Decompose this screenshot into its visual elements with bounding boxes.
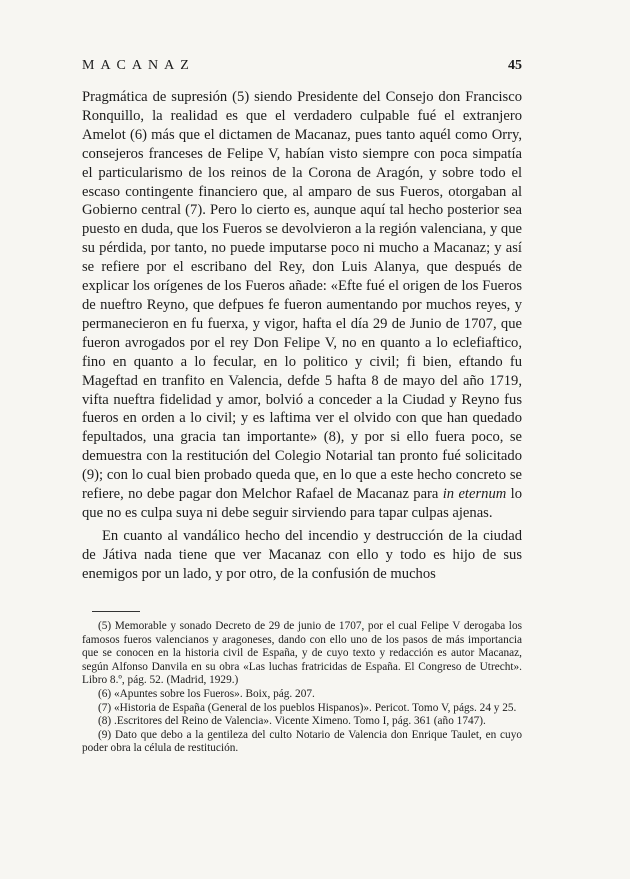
paragraph-text: Pragmática de supresión (5) siendo Presidente del Consejo don Francisco Ronquillo, la realidad es que el verdadero culpable fué el extranjero Amelot (6) más que el dictamen de Macanaz, pues tanto aquél como Orry, consejeros franceses de Felipe V, habían visto siempre con poca simpatía el particularismo de los reinos de la Corona de Aragón, y sobre todo el escaso contingente financiero que, al amparo de sus Fueros, otorgaban al Gobierno central (7). Pero lo cierto es, aunque aquí tal hecho posterior sea puesto en duda, que los Fueros se devolvieron a la región valenciana, y que su pérdida, por tanto, no puede imputarse poco ni mucho a Macanaz; y así se refiere por el escribano del Rey, don Luis Alanya, que después de explicar los orígenes de los Fueros añade: «Efte fué el origen de los Fueros de nueftro Reyno, que defpues fe fueron aumentando por muchos reyes, y permanecieron en fu fuerxa, y vigor, hafta el día 29 de Junio de 1707, que fueron avrogados por el rey Don Felipe V, no en quanto a lo eclefiaftico, fino en quanto a lo fecular, en lo politico y civil; fi bien, eftando fu Mageftad en tranfito en Valencia, defde 5 hafta 8 de mayo del año 1719, vifta nueftra fidelidad y amor, bolvió a conceder a la Ciudad y Reyno fus fueros en orden a lo civil; y es laftima ver el olvido con que han quedado fepultados, una gracia tan importante» (8), y por si ello fuera poco, se demuestra con la restitución del Colegio Notarial tan pronto fué solicitado (9); con lo cual bien probado queda que, en lo que a este hecho concreto se refiere, no debe pagar don Melchor Rafael de Macanaz para [82,89,522,503]
footnote: (7) «Historia de España (General de los pueblos Hispanos)». Pericot. Tomo V, págs. 24 y 25. [98,701,517,714]
body-paragraph: En cuanto al vandálico hecho del incendio y destrucción de la ciudad de Játiva nada tiene que ver Macanaz con ello y todo es hijo de sus enemigos por un lado, y por otro, de la confusión de muchos [82,527,522,582]
body-text [82,88,522,584]
footnote: (5) Memorable y sonado Decreto de 29 de junio de 1707, por el cual Felipe V derogaba los famosos fueros valencianos y aragoneses, dando con ello uno de los pasos de más importancia que se conocen en la historia civil de España, y de cuyo texto y redacción es autor Macanaz, según Alfonso Danvila en su obra «Las luchas fratricidas de España. El Congreso de Utrecht». Libro 8.º, pág. 52. (Madrid, 1929.) [82,620,522,687]
running-head [82,58,522,78]
footnote-rule [92,611,140,612]
footnote: (9) Dato que debo a la gentileza del culto Notario de Valencia don Enrique Taulet, en cuyo poder obra la célula de restitución. [82,728,522,755]
footnote: (6) «Apuntes sobre los Fueros». Boix, pág. 207. [98,687,315,700]
footnotes [82,620,522,756]
body-paragraph [82,88,522,523]
page-number: 45 [508,58,522,73]
running-title: MACANAZ [82,58,195,73]
paragraph-text-end: lo que no es culpa suya ni debe seguir sirviendo para tapar culpas ajenas. [82,486,522,521]
italic-phrase: in eternum [442,486,507,503]
footnote: (8) .Escritores del Reino de Valencia». Vicente Ximeno. Tomo I, pág. 361 (año 1747). [98,715,486,728]
